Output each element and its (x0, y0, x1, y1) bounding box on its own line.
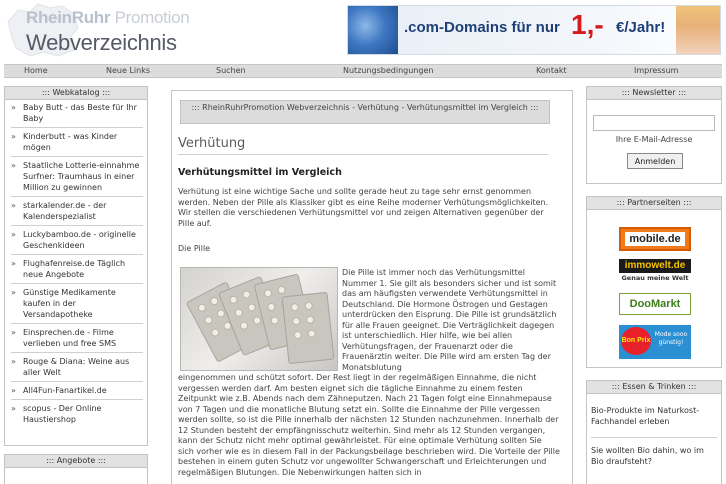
newsletter-box (586, 86, 722, 184)
food-box (586, 380, 722, 484)
list-item[interactable]: » starkalender.de - der Kalenderspezialist (11, 200, 143, 226)
pill-paragraph-2: eingenommen und schützt sofort. Der Rest liegt in der regelmäßigen Einnahme, die nicht vergessen werden darf. Am besten eignet sich die tägliche Einnahme zu einem festen Zeitpunkt wie z.B. Abends nach dem Zähneputzen. Nach 21 Tagen folgt eine Einnahmepause von 7 Tagen und die monatliche Blutung setzt ein. Sollte die Einnahme der Pille vergessen werden sollte, so ist die Pille innerhalb der nächsten 12 Stunden nachzunehmen. Innerhalb der 12 Stunden besteht der empfängnisschutz weiterhin. Sind mehr als 12 Stunden vergangen, kann der Schutz nicht mehr optimal gewährleistet. Für eine optimale Verhütung sollten Sie sich vorher wie es in diesem Fall in der Packungsbeilage beschrieben wird. Die Vorteile der Pille bestehen in einem guten Schutz vor ungewollter Schwangerschaft und Erleichterungen und regelmäßigen Blutungen. Die Nebenwirkungen halten sich in (178, 373, 560, 477)
food-item[interactable]: Bio-Produkte im Naturkost-Fachhandel erleben (591, 406, 700, 426)
bullet-icon: » (11, 132, 16, 141)
bullet-icon: » (11, 161, 16, 170)
food-item[interactable]: Sie wollten Bio dahin, wo im Bio draufsteht? (591, 446, 704, 466)
partner-logo-doomarkt[interactable]: DooMarkt (619, 293, 691, 315)
nav-search[interactable]: Suchen (216, 66, 246, 75)
bullet-icon: » (11, 357, 16, 366)
nav-home[interactable]: Home (24, 66, 48, 75)
breadcrumb[interactable]: ::: RheinRuhrPromotion Webverzeichnis - Verhütung - Verhütungsmittel im Vergleich ::: (180, 100, 550, 124)
pill-pack-image (180, 267, 338, 371)
list-item[interactable]: » Günstige Medikamente kaufen in der Versandapotheke (11, 287, 143, 324)
nav-terms[interactable]: Nutzungsbedingungen (343, 66, 434, 75)
bullet-icon: » (11, 259, 16, 268)
pill-paragraph-1: Die Pille ist immer noch das Verhütungsmittel Nummer 1. Sie gilt als besonders sicher und ist somit das am häufigsten verwendete Verhütungsmittel in Deutschland. Die Hormone Östrogen und Gestagen unterdrücken den Eisprung. Die Pille ist grundsätzlich für alle Frauen geeignet. Die Verträglichkeit dagegen ist unterschiedlich. Hier hilfe, wie bei allen Verhütungsfragen, der Frauenarzt oder die Frauenärztin weiter. Die Pille wird am ersten Tag der Monatsblutung (342, 268, 557, 372)
partner-logo-immowelt[interactable]: immowelt.de Genau meine Welt (619, 259, 691, 285)
bullet-icon: » (11, 404, 16, 413)
food-divider (591, 437, 717, 438)
offers-box (4, 454, 148, 484)
list-item[interactable]: » All4Fun-Fanartikel.de (11, 385, 143, 400)
partners-title: ::: Partnerseiten ::: (587, 197, 721, 210)
globe-icon (348, 6, 398, 55)
main-navigation (4, 64, 722, 78)
page-title: Verhütung (178, 136, 246, 151)
list-item[interactable]: » Kinderbutt - was Kinder mögen (11, 131, 143, 157)
bullet-icon: » (11, 201, 16, 210)
section-heading-pill: Die Pille (178, 244, 211, 253)
nav-imprint[interactable]: Impressum (634, 66, 679, 75)
list-item[interactable]: » Rouge & Diana: Weine aus aller Welt (11, 356, 143, 382)
list-item[interactable]: » Flughafenreise.de Täglich neue Angebote (11, 258, 143, 284)
bullet-icon: » (11, 288, 16, 297)
subscribe-button[interactable]: Anmelden (627, 153, 683, 169)
domain-ad-banner[interactable] (347, 5, 721, 55)
list-item[interactable]: » Baby Butt - das Beste für Ihr Baby (11, 102, 143, 128)
bullet-icon: » (11, 103, 16, 112)
list-item[interactable]: » Einsprechen.de - Filme verlieben und free SMS (11, 327, 143, 353)
partner-logo-mobile[interactable]: mobile.de (619, 227, 691, 251)
list-item[interactable]: » scopus - Der Online Haustiershop (11, 404, 102, 424)
intro-paragraph: Verhütung ist eine wichtige Sache und sollte gerade heut zu tage sehr ernst genommen werden. Neben der Pille als Klassiker gibt es eine Reihe moderner Verhütungsmöglichkeiten. Wir stellen die verschiedenen Verhütungsmittel vor und zeigen Alternativen gegenüber der Pille auf. (178, 187, 549, 228)
bullet-icon: » (11, 386, 16, 395)
partners-box (586, 196, 722, 368)
newsletter-label: Ihre E-Mail-Adresse (615, 135, 693, 144)
bullet-icon: » (11, 230, 16, 239)
logo-line-1: RheinRuhr Promotion (26, 8, 190, 27)
webcatalog-title: ::: Webkatalog ::: (5, 87, 147, 100)
banner-suffix: €/Jahr! (616, 19, 666, 36)
webcatalog-list (5, 100, 147, 428)
offers-title: ::: Angebote ::: (5, 455, 147, 468)
article-subtitle: Verhütungsmittel im Vergleich (178, 167, 342, 178)
title-divider (178, 154, 548, 155)
list-item[interactable]: » Staatliche Lotterie-einnahme Surfner: Traumhaus in einer Million zu gewinnen (11, 160, 143, 197)
nav-new-links[interactable]: Neue Links (106, 66, 150, 75)
nav-contact[interactable]: Kontakt (536, 66, 567, 75)
newsletter-email-input[interactable] (593, 115, 715, 131)
webcatalog-box (4, 86, 148, 446)
food-title: ::: Essen & Trinken ::: (587, 381, 721, 394)
logo-line-2: Webverzeichnis (26, 30, 177, 55)
bullet-icon: » (11, 328, 16, 337)
list-item[interactable]: » Luckybamboo.de - originelle Geschenkideen (11, 229, 143, 255)
banner-photo (676, 6, 720, 55)
site-logo[interactable] (4, 2, 244, 60)
partner-logo-bonprix[interactable]: Bon Prix Mode sooo günstig! (619, 325, 691, 359)
banner-text: .com-Domains für nur (404, 19, 560, 36)
newsletter-title: ::: Newsletter ::: (587, 87, 721, 100)
main-content (171, 90, 573, 484)
page-header (0, 0, 726, 62)
banner-price: 1,- (571, 9, 604, 40)
